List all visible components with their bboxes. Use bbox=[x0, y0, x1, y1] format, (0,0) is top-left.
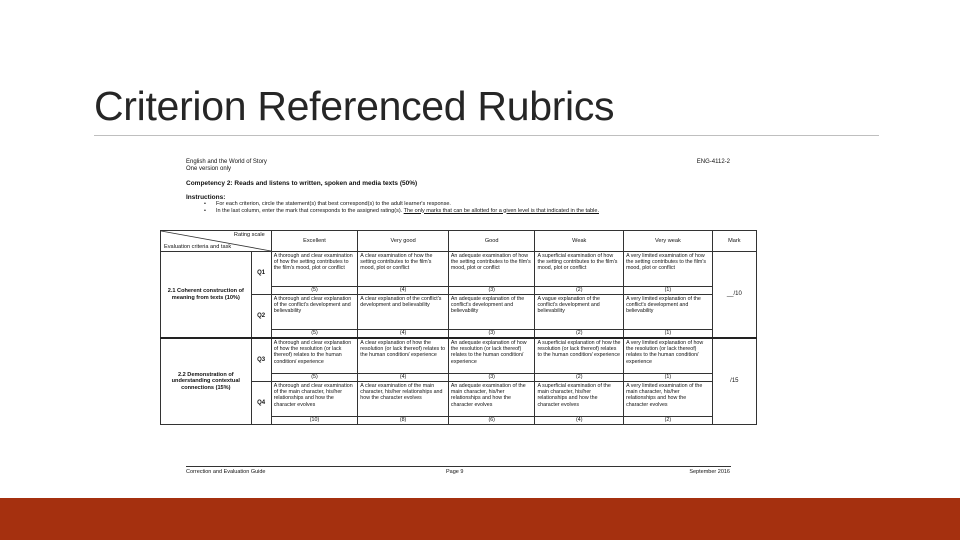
descriptor-cell: A clear explanation of how the resolution (or lack thereof) relates to the human condition/ experience bbox=[358, 338, 449, 374]
footer-date: September 2016 bbox=[689, 469, 730, 475]
bullet-icon: • bbox=[204, 201, 206, 207]
question-label: Q3 bbox=[251, 338, 271, 382]
mark-cell: /15 bbox=[712, 338, 756, 425]
descriptor-cell: A clear examination of how the setting contributes to the film's mood, plot or conflict bbox=[358, 252, 449, 287]
score-cell: (8) bbox=[358, 417, 449, 425]
rubric-document-image bbox=[158, 156, 758, 478]
score-cell: (4) bbox=[358, 374, 449, 382]
instruction-item: • For each criterion, circle the statement(s) that best correspond(s) to the adult learner's response. bbox=[204, 201, 451, 207]
evaluation-criteria-label: Evaluation criteria and task bbox=[164, 243, 232, 250]
score-cell: (1) bbox=[624, 287, 713, 295]
rating-scale-label: Rating scale bbox=[233, 232, 265, 238]
document-header bbox=[186, 159, 267, 173]
header-mark: Mark bbox=[712, 231, 756, 252]
score-cell: (4) bbox=[358, 330, 449, 339]
header-weak: Weak bbox=[535, 231, 624, 252]
score-cell: (4) bbox=[535, 417, 624, 425]
descriptor-cell: A very limited explanation of the conflict's development and believability bbox=[624, 295, 713, 330]
score-cell: (6) bbox=[448, 417, 535, 425]
instruction-item: • In the last column, enter the mark that corresponds to the assigned rating(s). The only marks that can be allotted for a given level is that indicated in the table. bbox=[204, 207, 599, 214]
descriptor-cell: A clear explanation of the conflict's development and believability bbox=[358, 295, 449, 330]
score-cell: (5) bbox=[271, 287, 358, 295]
question-label: Q4 bbox=[251, 382, 271, 425]
descriptor-cell: A very limited examination of the main character, his/her relationships and how the character evolves bbox=[624, 382, 713, 417]
score-cell: (5) bbox=[271, 374, 358, 382]
mark-cell: __/10 bbox=[712, 252, 756, 339]
score-cell: (4) bbox=[358, 287, 449, 295]
footer-page-number: Page 9 bbox=[446, 469, 464, 475]
descriptor-cell: A superficial examination of the main character, his/her relationships and how the character evolves bbox=[535, 382, 624, 417]
instruction-underlined: The only marks that can be allotted for a given level is that indicated in the table. bbox=[403, 207, 599, 214]
score-cell: (1) bbox=[624, 330, 713, 339]
descriptor-cell: A vague explanation of the conflict's development and believability bbox=[535, 295, 624, 330]
header-excellent: Excellent bbox=[271, 231, 358, 252]
descriptor-cell: A thorough and clear examination of how the setting contributes to the film's mood, plot or conflict bbox=[271, 252, 358, 287]
descriptor-cell: An adequate examination of the main character, his/her relationships and how the character evolves bbox=[448, 382, 535, 417]
score-cell: (2) bbox=[535, 330, 624, 339]
score-cell: (3) bbox=[448, 374, 535, 382]
descriptor-cell: A superficial examination of how the setting contributes to the film's mood, plot or conflict bbox=[535, 252, 624, 287]
version-note: One version only bbox=[186, 166, 232, 172]
descriptor-cell: A superficial explanation of how the resolution (or lack thereof) relates to the human condition/ experience bbox=[535, 338, 624, 374]
competency-heading: Competency 2: Reads and listens to written, spoken and media texts (50%) bbox=[186, 180, 418, 187]
course-code: ENG-4112-2 bbox=[696, 159, 730, 165]
slide-title: Criterion Referenced Rubrics bbox=[94, 83, 615, 129]
score-cell: (3) bbox=[448, 287, 535, 295]
footer-guide-title: Correction and Evaluation Guide bbox=[186, 469, 266, 475]
title-divider bbox=[94, 135, 879, 136]
table-header-row bbox=[161, 231, 757, 252]
criterion-cell: 2.2 Demonstration of understanding contextual connections (15%) bbox=[161, 338, 252, 425]
header-very-weak: Very weak bbox=[624, 231, 713, 252]
score-cell: (2) bbox=[624, 417, 713, 425]
course-name: English and the World of Story bbox=[186, 159, 267, 165]
score-cell: (1) bbox=[624, 374, 713, 382]
score-cell: (10) bbox=[271, 417, 358, 425]
descriptor-cell: A very limited examination of how the setting contributes to the film's mood, plot or conflict bbox=[624, 252, 713, 287]
descriptor-cell: A thorough and clear explanation of the conflict's development and believability bbox=[271, 295, 358, 330]
descriptor-cell: A thorough and clear examination of the main character, his/her relationships and how the character evolves bbox=[271, 382, 358, 417]
header-good: Good bbox=[448, 231, 535, 252]
table-row bbox=[161, 338, 757, 374]
descriptor-cell: An adequate explanation of how the resolution (or lack thereof) relates to the human condition/ experience bbox=[448, 338, 535, 374]
question-label: Q1 bbox=[251, 252, 271, 295]
score-cell: (3) bbox=[448, 330, 535, 339]
table-row bbox=[161, 252, 757, 287]
instructions-heading: Instructions: bbox=[186, 194, 226, 201]
question-label: Q2 bbox=[251, 295, 271, 339]
slide-footer-bar bbox=[0, 498, 960, 540]
score-cell: (2) bbox=[535, 287, 624, 295]
document-footer-rule bbox=[186, 466, 731, 467]
bullet-icon: • bbox=[204, 207, 206, 214]
rubric-table bbox=[160, 230, 757, 425]
header-very-good: Very good bbox=[358, 231, 449, 252]
score-cell: (5) bbox=[271, 330, 358, 339]
score-cell: (2) bbox=[535, 374, 624, 382]
descriptor-cell: A very limited explanation of how the resolution (or lack thereof) relates to the human condition/ experience bbox=[624, 338, 713, 374]
descriptor-cell: An adequate examination of how the setting contributes to the film's mood, plot or conflict bbox=[448, 252, 535, 287]
descriptor-cell: A thorough and clear explanation of how the resolution (or lack thereof) relates to the human condition/ experience bbox=[271, 338, 358, 374]
corner-cell bbox=[161, 231, 272, 252]
descriptor-cell: A clear examination of the main character, his/her relationships and how the character evolves bbox=[358, 382, 449, 417]
instructions-list bbox=[204, 201, 724, 214]
criterion-cell: 2.1 Coherent construction of meaning from texts (10%) bbox=[161, 252, 252, 339]
descriptor-cell: An adequate explanation of the conflict's development and believability bbox=[448, 295, 535, 330]
